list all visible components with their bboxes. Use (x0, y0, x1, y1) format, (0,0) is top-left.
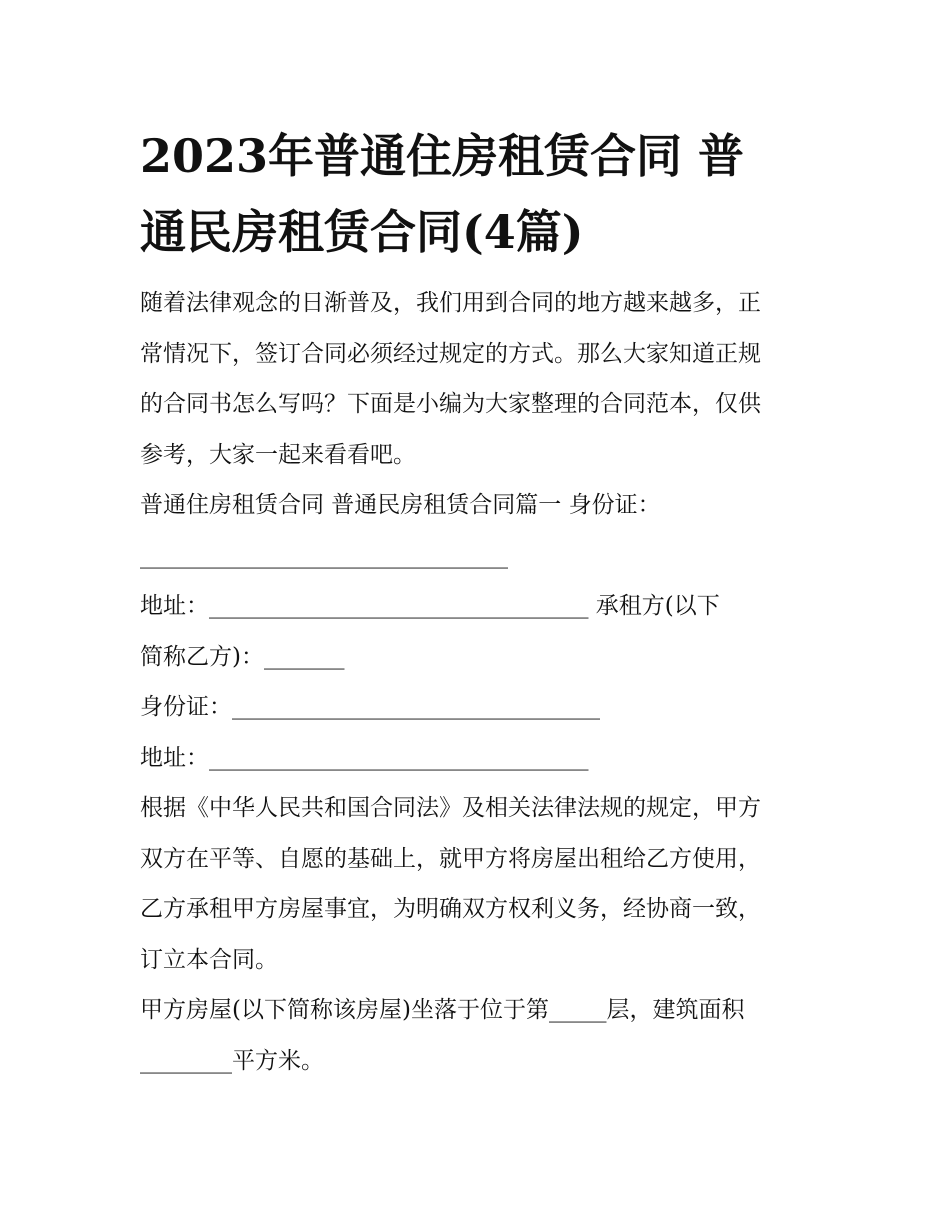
blank-field-line: ________________________________ (140, 542, 508, 569)
clause-line: 双方在平等、自愿的基础上，就甲方将房屋出租给乙方使用， (140, 845, 761, 872)
intro-line: 常情况下，签订合同必须经过规定的方式。那么大家知道正规 (140, 340, 761, 367)
document-body (140, 278, 820, 1086)
intro-line: 随着法律观念的日渐普及，我们用到合同的地方越来越多，正 (140, 290, 761, 316)
id-field-line: 身份证：________________________________ (140, 694, 600, 720)
title-line: 通民房租赁合同(4篇) (140, 205, 584, 259)
intro-line: 的合同书怎么写吗？下面是小编为大家整理的合同范本，仅供 (140, 391, 761, 417)
clause-line: 订立本合同。 (140, 946, 278, 973)
address-field-line: 地址：_________________________________ 承租方(以下 (140, 593, 720, 619)
document-title (140, 118, 840, 270)
section-heading-line: 普通住房租赁合同 普通民房租赁合同篇一 身份证： (140, 492, 661, 518)
property-line: ________平方米。 (140, 1047, 324, 1074)
property-line: 甲方房屋(以下简称该房屋)坐落于位于第_____层，建筑面积 (140, 997, 745, 1023)
address-field-line: 地址：_________________________________ (140, 744, 589, 771)
intro-line: 参考，大家一起来看看吧。 (140, 441, 416, 468)
title-line: 2023年普通住房租赁合同 普 (140, 129, 745, 183)
clause-line: 根据《中华人民共和国合同法》及相关法律法规的规定，甲方 (140, 795, 761, 821)
tenant-field-line: 简称乙方)：_______ (140, 643, 345, 670)
clause-line: 乙方承租甲方房屋事宜，为明确双方权利义务，经协商一致， (140, 896, 761, 922)
